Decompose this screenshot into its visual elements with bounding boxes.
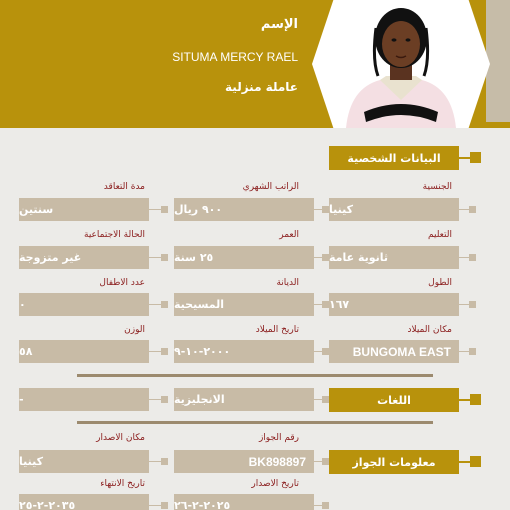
- birthplace-label: مكان الميلاد: [407, 325, 452, 335]
- age-value: ٢٥ سنة: [174, 246, 314, 269]
- passport-place-value: كينيا: [19, 450, 149, 473]
- row-connector: [459, 257, 469, 258]
- education-label: التعليم: [428, 230, 452, 240]
- row-connector: [314, 209, 322, 210]
- row-connector: [149, 304, 161, 305]
- salary-label: الراتب الشهري: [242, 182, 299, 192]
- row-connector: [149, 257, 161, 258]
- passport-number-label: رقم الجواز: [258, 433, 299, 443]
- children-label: عدد الاطفال: [99, 278, 145, 288]
- section-marker: [470, 152, 481, 163]
- expiry-date-label: تاريخ الانتهاء: [100, 479, 145, 489]
- education-value: ثانوية عامة: [329, 246, 459, 269]
- row-connector: [459, 209, 469, 210]
- row-marker: [322, 206, 329, 213]
- row-connector: [149, 505, 161, 506]
- row-marker: [161, 396, 168, 403]
- language-other: -: [19, 388, 149, 411]
- religion-value: المسيحية: [174, 293, 314, 316]
- row-connector: [149, 351, 161, 352]
- row-marker: [161, 206, 168, 213]
- row-marker: [322, 458, 329, 465]
- section-passport: معلومات الجواز: [329, 450, 459, 474]
- birthdate-label: تاريخ الميلاد: [255, 325, 299, 335]
- height-value: ١٦٧: [329, 293, 459, 316]
- height-label: الطول: [428, 278, 452, 288]
- row-connector: [149, 399, 161, 400]
- section-divider: [77, 421, 433, 424]
- row-marker: [161, 301, 168, 308]
- row-connector: [459, 351, 469, 352]
- section-languages: اللغات: [329, 388, 459, 412]
- age-label: العمر: [279, 230, 299, 240]
- passport-place-label: مكان الاصدار: [96, 433, 145, 443]
- row-marker: [161, 254, 168, 261]
- row-marker: [322, 301, 329, 308]
- row-marker: [322, 254, 329, 261]
- section-personal: البيانات الشخصية: [329, 146, 459, 170]
- birthdate-value: ٢٠٠٠-١٠-٩: [174, 340, 314, 363]
- row-marker: [161, 502, 168, 509]
- issue-date-label: تاريخ الاصدار: [251, 479, 299, 489]
- row-connector: [314, 304, 322, 305]
- marital-value: غير متزوجة: [19, 246, 149, 269]
- row-connector: [459, 304, 469, 305]
- salary-value: ٩٠٠ ريال: [174, 198, 314, 221]
- section-divider: [77, 374, 433, 377]
- section-marker: [470, 394, 481, 405]
- row-marker: [322, 348, 329, 355]
- row-marker: [469, 301, 476, 308]
- candidate-name: SITUMA MERCY RAEL: [172, 50, 298, 64]
- issue-date-value: ٢٠٢٥-٢-٢٦: [174, 494, 314, 510]
- row-connector: [314, 461, 322, 462]
- weight-value: ٥٨: [19, 340, 149, 363]
- section-marker: [470, 456, 481, 467]
- language-english: الانجليزية: [174, 388, 314, 411]
- row-connector: [149, 209, 161, 210]
- row-marker: [322, 502, 329, 509]
- row-marker: [469, 348, 476, 355]
- job-title: عاملة منزلية: [225, 80, 298, 94]
- name-label: الإسم: [260, 17, 298, 32]
- row-connector: [314, 351, 322, 352]
- children-value: ٠: [19, 293, 149, 316]
- row-marker: [161, 458, 168, 465]
- row-connector: [314, 505, 322, 506]
- weight-label: الوزن: [124, 325, 145, 335]
- row-connector: [314, 257, 322, 258]
- nationality-value: كينيا: [329, 198, 459, 221]
- header-side-strip: [486, 0, 510, 122]
- passport-number-value: BK898897: [174, 450, 314, 473]
- row-marker: [469, 206, 476, 213]
- row-connector: [314, 399, 322, 400]
- expiry-date-value: ٢٠٣٥-٢-٢٥: [19, 494, 149, 510]
- row-marker: [322, 396, 329, 403]
- marital-label: الحالة الاجتماعية: [84, 230, 145, 240]
- birthplace-value: BUNGOMA EAST: [329, 340, 459, 363]
- nationality-label: الجنسية: [422, 182, 452, 192]
- contract-label: مدة التعاقد: [103, 182, 145, 192]
- profile-photo: [336, 0, 466, 128]
- row-marker: [161, 348, 168, 355]
- row-connector: [149, 461, 161, 462]
- row-marker: [469, 254, 476, 261]
- religion-label: الديانة: [276, 278, 299, 288]
- contract-value: سنتين: [19, 198, 149, 221]
